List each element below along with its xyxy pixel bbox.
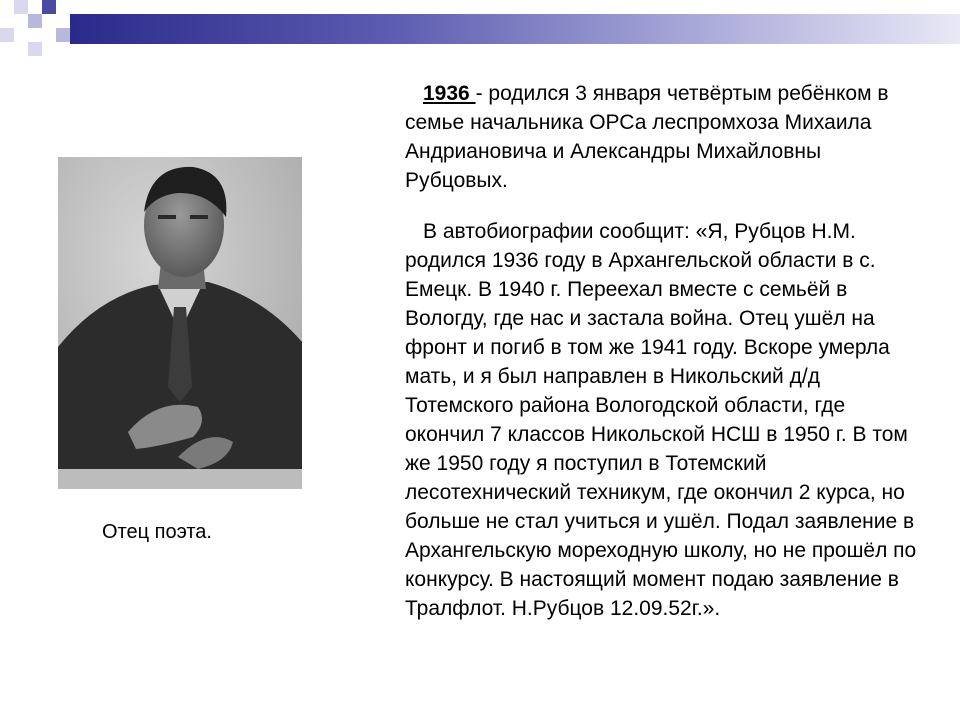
autobiography-paragraph: В автобиографии сообщит: «Я, Рубцов Н.М. родился 1936 году в Архангельской области в с. Емецк. В 1940 г. Переехал вместе с семьёй в Вологду, где нас и застала война. Отец ушёл на фронт и погиб в том же 1941 году. Вскоре умерла мать, и я был направлен в Никольский д/д Тотемского района Вологодской области, где окончил 7 классов Никольской НСШ в 1950 г. В том же 1950 году я поступил в Тотемский лесотехнический техникум, где окончил 2 курса, но больше не стал учиться и ушёл. Подал заявление в Архангельскую мореходную школу, но не прошёл по конкурсу. В настоящий момент подаю заявление в Тралфлот. Н.Рубцов 12.09.52г.». bbox=[405, 220, 917, 620]
decor-square bbox=[56, 28, 70, 42]
header-gradient-bar bbox=[70, 14, 960, 44]
decor-square bbox=[0, 28, 14, 42]
photo-caption: Отец поэта. bbox=[102, 521, 212, 543]
biography-text bbox=[405, 79, 925, 623]
decor-square bbox=[42, 0, 56, 14]
decor-square bbox=[28, 42, 42, 56]
decorative-header-band bbox=[0, 0, 960, 60]
birth-year: 1936 bbox=[423, 82, 476, 105]
decor-square bbox=[14, 0, 28, 14]
father-portrait-photo bbox=[58, 157, 302, 489]
birth-paragraph bbox=[405, 79, 925, 195]
decor-square bbox=[28, 14, 42, 28]
birth-paragraph-text: - родился 3 января четвёртым ребёнком в семье начальника ОРСа леспромхоза Михаила Андриановича и Александры Михайловны Рубцовых. bbox=[405, 82, 889, 192]
